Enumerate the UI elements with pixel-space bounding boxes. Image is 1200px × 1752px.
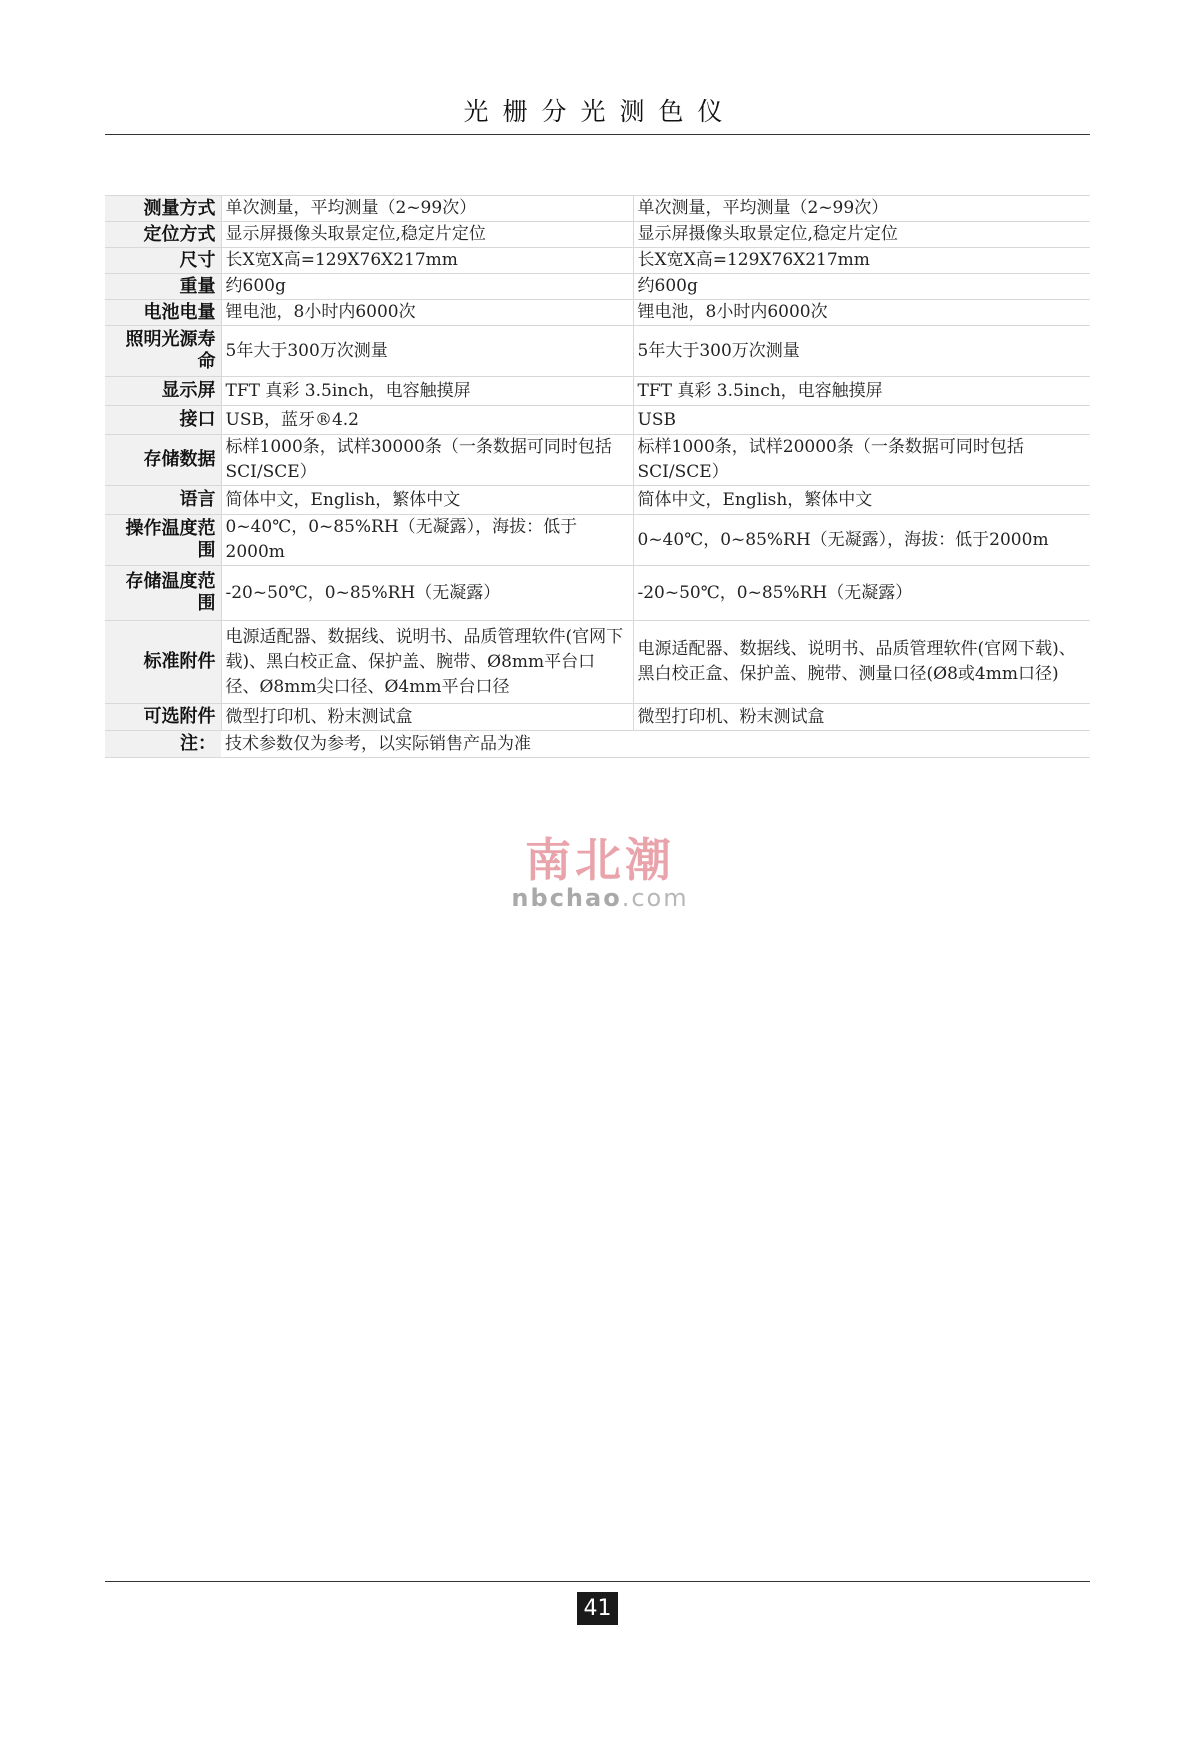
spec-value-model-2: 显示屏摄像头取景定位,稳定片定位 (633, 222, 1090, 248)
watermark-logo (510, 835, 690, 911)
spec-value-model-2: 微型打印机、粉末测试盒 (633, 704, 1090, 731)
spec-label: 定位方式 (105, 222, 221, 248)
spec-value-model-1: 0~40℃，0~85%RH（无凝露），海拔：低于2000m (221, 515, 633, 566)
spec-value-model-2: 5年大于300万次测量 (633, 326, 1090, 377)
spec-value-model-2: 约600g (633, 274, 1090, 300)
spec-value-model-1: 长X宽X高=129X76X217mm (221, 248, 633, 274)
spec-row-battery (105, 300, 1090, 326)
spec-row-standard-accessories (105, 621, 1090, 704)
spec-row-measurement-mode (105, 196, 1090, 222)
spec-value-model-2: 标样1000条，试样20000条（一条数据可同时包括SCI/SCE） (633, 435, 1090, 486)
spec-value-model-1: USB，蓝牙®4.2 (221, 406, 633, 435)
spec-row-storage-temperature (105, 566, 1090, 621)
spec-label: 存储温度范围 (105, 566, 221, 621)
spec-value-model-1: 锂电池，8小时内6000次 (221, 300, 633, 326)
watermark-chinese-text: 南北潮 (525, 833, 675, 887)
spec-value-model-1: 简体中文，English，繁体中文 (221, 486, 633, 515)
watermark-domain-text (510, 885, 690, 911)
spec-value-model-2: -20~50℃，0~85%RH（无凝露） (633, 566, 1090, 621)
spec-row-storage-data (105, 435, 1090, 486)
spec-value-model-2: 锂电池，8小时内6000次 (633, 300, 1090, 326)
spec-row-operating-temperature (105, 515, 1090, 566)
spec-label: 重量 (105, 274, 221, 300)
spec-label: 可选附件 (105, 704, 221, 731)
spec-label: 测量方式 (105, 196, 221, 222)
spec-value-model-1: -20~50℃，0~85%RH（无凝露） (221, 566, 633, 621)
spec-label: 存储数据 (105, 435, 221, 486)
spec-label: 尺寸 (105, 248, 221, 274)
spec-value-model-1: 显示屏摄像头取景定位,稳定片定位 (221, 222, 633, 248)
spec-value-model-1: 约600g (221, 274, 633, 300)
spec-value-model-2: 长X宽X高=129X76X217mm (633, 248, 1090, 274)
spec-row-optional-accessories (105, 704, 1090, 731)
spec-value-model-1: TFT 真彩 3.5inch，电容触摸屏 (221, 377, 633, 406)
spec-value-model-1: 微型打印机、粉末测试盒 (221, 704, 633, 731)
spec-value-model-1: 电源适配器、数据线、说明书、品质管理软件(官网下载)、黑白校正盒、保护盖、腕带、Ø8mm平台口径、Ø8mm尖口径、Ø4mm平台口径 (221, 621, 633, 704)
header-divider (105, 134, 1090, 135)
page-number-badge: 41 (577, 1592, 618, 1625)
spec-label: 语言 (105, 486, 221, 515)
spec-label: 接口 (105, 406, 221, 435)
spec-label: 显示屏 (105, 377, 221, 406)
spec-row-display (105, 377, 1090, 406)
spec-value-model-2: USB (633, 406, 1090, 435)
footer-divider (105, 1581, 1090, 1582)
spec-label: 标准附件 (105, 621, 221, 704)
spec-value-model-1: 5年大于300万次测量 (221, 326, 633, 377)
watermark-domain-suffix: .com (621, 884, 689, 912)
spec-label: 照明光源寿命 (105, 326, 221, 377)
page-header-title: 光栅分光测色仪 (463, 97, 737, 126)
spec-row-note (105, 731, 1090, 758)
spec-value-model-1: 标样1000条，试样30000条（一条数据可同时包括SCI/SCE） (221, 435, 633, 486)
spec-row-positioning (105, 222, 1090, 248)
spec-row-language (105, 486, 1090, 515)
spec-row-interface (105, 406, 1090, 435)
spec-row-light-source-life (105, 326, 1090, 377)
spec-label: 操作温度范围 (105, 515, 221, 566)
spec-value-model-2: 0~40℃，0~85%RH（无凝露），海拔：低于2000m (633, 515, 1090, 566)
spec-label: 电池电量 (105, 300, 221, 326)
spec-table (105, 195, 1090, 758)
note-label: 注： (105, 731, 221, 758)
note-text: 技术参数仅为参考，以实际销售产品为准 (221, 731, 1090, 758)
spec-row-weight (105, 274, 1090, 300)
spec-row-dimensions (105, 248, 1090, 274)
watermark-domain-name: nbchao (511, 884, 622, 912)
spec-value-model-2: 单次测量，平均测量（2~99次） (633, 196, 1090, 222)
spec-value-model-2: TFT 真彩 3.5inch，电容触摸屏 (633, 377, 1090, 406)
spec-value-model-2: 简体中文，English，繁体中文 (633, 486, 1090, 515)
spec-value-model-2: 电源适配器、数据线、说明书、品质管理软件(官网下载)、黑白校正盒、保护盖、腕带、测量口径(Ø8或4mm口径) (633, 621, 1090, 704)
spec-value-model-1: 单次测量，平均测量（2~99次） (221, 196, 633, 222)
